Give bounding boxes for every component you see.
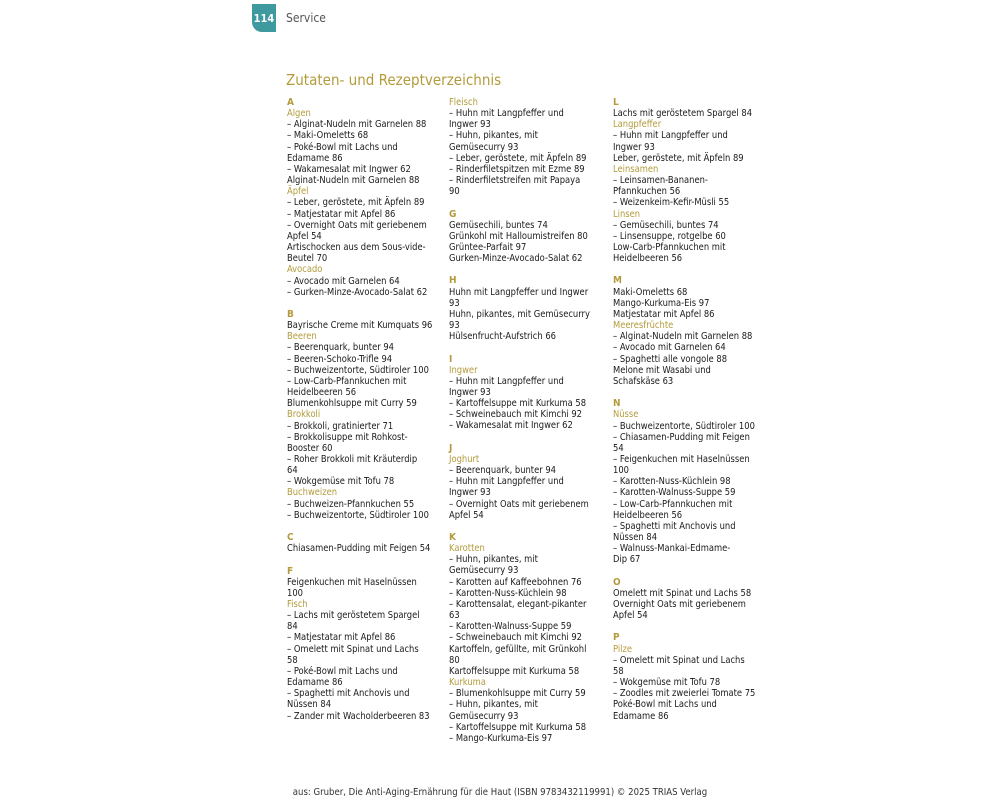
index-entry: – Spaghetti mit Anchovis und (613, 520, 736, 532)
index-entry: Huhn mit Langpfeffer und Ingwer (449, 286, 589, 298)
section-gap (613, 621, 778, 632)
index-entry: Maki-Omeletts 68 (613, 286, 688, 298)
index-entry: – Schweinebauch mit Kimchi 92 (449, 409, 582, 421)
index-letter-heading: B (287, 308, 294, 320)
section-gap (613, 387, 778, 398)
index-entry: – Huhn, pikantes, mit (449, 130, 538, 142)
copyright-footer: aus: Gruber, Die Anti-Aging-Ernährung für die Haut (ISBN 9783432119991) © 2025 TRIAS Verlag (292, 787, 708, 798)
index-entry: Grüntee-Parfait 97 (449, 242, 527, 254)
index-entry: Apfel 54 (449, 509, 484, 521)
index-entry: – Huhn mit Langpfeffer und (449, 375, 564, 387)
index-category: Algen (287, 108, 311, 120)
section-gap (287, 554, 452, 565)
index-entry: – Overnight Oats mit geriebenem (449, 498, 589, 510)
index-entry: – Gemüsechili, buntes 74 (613, 219, 719, 231)
index-entry: Grünkohl mit Halloumistreifen 80 (449, 230, 588, 242)
index-entry: – Karotten-Nuss-Küchlein 98 (613, 476, 731, 488)
index-entry: – Karotten-Nuss-Küchlein 98 (449, 587, 567, 599)
index-entry: – Chiasamen-Pudding mit Feigen (613, 431, 750, 443)
index-category: Kurkuma (449, 677, 486, 689)
index-entry: – Beerenquark, bunter 94 (449, 465, 556, 477)
index-category: Fisch (287, 598, 308, 610)
index-entry: – Blumenkohlsuppe mit Curry 59 (449, 688, 586, 700)
index-entry: Omelett mit Spinat und Lachs 58 (613, 587, 752, 599)
index-entry: Heidelbeeren 56 (613, 509, 683, 521)
index-entry: Gemüsechili, buntes 74 (449, 219, 548, 231)
index-entry: Artischocken aus dem Sous-vide- (287, 242, 426, 254)
index-letter-heading: F (287, 565, 294, 577)
index-entry: Alginat-Nudeln mit Garnelen 88 (287, 175, 420, 187)
index-column-2 (449, 97, 614, 744)
index-title: Zutaten- und Rezeptverzeichnis (286, 71, 502, 89)
index-category: Joghurt (449, 453, 480, 465)
index-entry: Nüssen 84 (287, 699, 332, 711)
index-column-3 (613, 97, 778, 722)
index-letter-heading: H (449, 275, 457, 287)
index-entry: Booster 60 (287, 442, 333, 454)
index-entry: – Wakamesalat mit Ingwer 62 (287, 163, 411, 175)
index-column-1 (287, 97, 452, 722)
index-letter-heading: O (613, 576, 621, 588)
index-letter-heading: J (449, 442, 453, 454)
index-entry: Beutel 70 (287, 253, 328, 265)
index-entry: – Roher Brokkoli mit Kräuterdip (287, 453, 418, 465)
index-entry: Mango-Kurkuma-Eis 97 (613, 297, 710, 309)
index-entry: 93 (449, 297, 460, 309)
index-category: Avocado (287, 264, 323, 276)
index-entry: Gemüsecurry 93 (449, 710, 519, 722)
index-entry: – Brokkoli, gratinierter 71 (287, 420, 394, 432)
index-entry: – Walnuss-Mankai-Edmame- (613, 543, 731, 555)
index-entry: Hülsenfrucht-Aufstrich 66 (449, 331, 556, 343)
index-entry: – Kartoffelsuppe mit Kurkuma 58 (449, 398, 587, 410)
index-category: Nüsse (613, 409, 639, 421)
index-entry: Ingwer 93 (449, 387, 491, 399)
index-entry: 64 (287, 465, 298, 477)
index-entry: Chiasamen-Pudding mit Feigen 54 (287, 543, 431, 555)
index-entry: – Zoodles mit zweierlei Tomate 75 (613, 688, 756, 700)
page-number-badge: 114 (252, 4, 276, 32)
index-entry: Apfel 54 (287, 230, 322, 242)
index-entry: – Avocado mit Garnelen 64 (613, 342, 726, 354)
index-entry: – Spaghetti mit Anchovis und (287, 688, 410, 700)
index-letter-heading: N (613, 398, 621, 410)
index-category: Langpfeffer (613, 119, 662, 131)
index-category: Linsen (613, 208, 641, 220)
section-gap (613, 264, 778, 275)
index-entry: Dip 67 (613, 554, 641, 566)
index-entry: Edamame 86 (287, 677, 343, 689)
index-entry: Ingwer 93 (449, 119, 491, 131)
index-entry: Apfel 54 (613, 610, 648, 622)
section-gap (449, 342, 614, 353)
index-entry: – Omelett mit Spinat und Lachs (613, 654, 745, 666)
index-category: Fleisch (449, 97, 478, 108)
index-entry: – Spaghetti alle vongole 88 (613, 353, 728, 365)
index-entry: Heidelbeeren 56 (613, 253, 683, 265)
index-entry: – Huhn, pikantes, mit (449, 699, 538, 711)
section-gap (287, 521, 452, 532)
index-entry: – Gurken-Minze-Avocado-Salat 62 (287, 286, 428, 298)
index-entry: – Omelett mit Spinat und Lachs (287, 643, 419, 655)
index-entry: – Feigenkuchen mit Haselnüssen (613, 453, 750, 465)
index-entry: Heidelbeeren 56 (287, 387, 357, 399)
index-entry: Leber, geröstete, mit Äpfeln 89 (613, 152, 744, 164)
index-entry: Melone mit Wasabi und (613, 364, 711, 376)
index-entry: Edamame 86 (613, 710, 669, 722)
index-entry: – Zander mit Wacholderbeeren 83 (287, 710, 430, 722)
index-entry: Nüssen 84 (613, 532, 658, 544)
index-entry: Schafskäse 63 (613, 375, 674, 387)
index-entry: – Schweinebauch mit Kimchi 92 (449, 632, 582, 644)
index-entry: Edamame 86 (287, 152, 343, 164)
index-entry: Feigenkuchen mit Haselnüssen (287, 576, 417, 588)
section-gap (449, 197, 614, 208)
index-entry: Kartoffeln, gefüllte, mit Grünkohl (449, 643, 587, 655)
index-entry: – Kartoffelsuppe mit Kurkuma 58 (449, 721, 587, 733)
index-entry: Blumenkohlsuppe mit Curry 59 (287, 398, 417, 410)
index-entry: – Buchweizentorte, Südtiroler 100 (287, 509, 429, 521)
index-entry: – Mango-Kurkuma-Eis 97 (449, 732, 553, 744)
index-entry: – Rinderfiletspitzen mit Ezme 89 (449, 163, 585, 175)
index-entry: 80 (449, 654, 460, 666)
index-entry: Gemüsecurry 93 (449, 141, 519, 153)
index-entry: – Low-Carb-Pfannkuchen mit (287, 375, 407, 387)
index-entry: Lachs mit geröstetem Spargel 84 (613, 108, 753, 120)
index-letter-heading: M (613, 275, 622, 287)
index-entry: – Buchweizen-Pfannkuchen 55 (287, 498, 415, 510)
index-entry: 100 (287, 587, 303, 599)
index-entry: Ingwer 93 (613, 141, 655, 153)
section-gap (449, 521, 614, 532)
index-category: Buchweizen (287, 487, 338, 499)
index-entry: – Alginat-Nudeln mit Garnelen 88 (287, 119, 427, 131)
index-entry: – Overnight Oats mit geriebenem (287, 219, 427, 231)
index-entry: 54 (613, 442, 624, 454)
index-entry: – Weizenkeim-Kefir-Müsli 55 (613, 197, 730, 209)
index-entry: – Linsensuppe, rotgelbe 60 (613, 230, 726, 242)
index-entry: – Alginat-Nudeln mit Garnelen 88 (613, 331, 753, 343)
index-category: Brokkoli (287, 409, 321, 421)
index-category: Meeresfrüchte (613, 320, 674, 332)
index-entry: – Maki-Omeletts 68 (287, 130, 369, 142)
index-letter-heading: P (613, 632, 620, 644)
index-entry: Overnight Oats mit geriebenem (613, 598, 746, 610)
index-entry: Huhn, pikantes, mit Gemüsecurry (449, 308, 590, 320)
index-entry: Gurken-Minze-Avocado-Salat 62 (449, 253, 583, 265)
index-entry: – Matjestatar mit Apfel 86 (287, 632, 396, 644)
index-entry: – Lachs mit geröstetem Spargel (287, 610, 420, 622)
index-entry: 84 (287, 621, 298, 633)
index-entry: – Rinderfiletstreifen mit Papaya (449, 175, 581, 187)
index-entry: 90 (449, 186, 460, 198)
index-entry: – Poké-Bowl mit Lachs und (287, 665, 398, 677)
index-category: Leinsamen (613, 163, 659, 175)
index-letter-heading: I (449, 353, 453, 365)
index-entry: – Leber, geröstete, mit Äpfeln 89 (449, 152, 587, 164)
index-entry: Low-Carb-Pfannkuchen mit (613, 242, 726, 254)
index-entry: 58 (287, 654, 298, 666)
index-letter-heading: L (613, 97, 619, 108)
index-entry: – Poké-Bowl mit Lachs und (287, 141, 398, 153)
index-entry: – Brokkolisuppe mit Rohkost- (287, 431, 408, 443)
index-entry: Matjestatar mit Apfel 86 (613, 308, 715, 320)
index-entry: – Huhn, pikantes, mit (449, 554, 538, 566)
section-gap (449, 432, 614, 443)
index-entry: 93 (449, 320, 460, 332)
index-entry: – Buchweizentorte, Südtiroler 100 (287, 364, 429, 376)
index-entry: 58 (613, 665, 624, 677)
index-entry: – Huhn mit Langpfeffer und (449, 476, 564, 488)
index-letter-heading: K (449, 532, 456, 544)
index-category: Äpfel (287, 186, 309, 198)
section-gap (449, 264, 614, 275)
index-entry: Pfannkuchen 56 (613, 186, 681, 198)
index-letter-heading: C (287, 532, 294, 544)
index-entry: – Karotten-Walnuss-Suppe 59 (613, 487, 736, 499)
index-entry: – Karottensalat, elegant-pikanter (449, 598, 587, 610)
index-entry: Bayrische Creme mit Kumquats 96 (287, 320, 433, 332)
index-entry: 100 (613, 465, 629, 477)
section-gap (287, 298, 452, 309)
index-entry: – Wokgemüse mit Tofu 78 (613, 677, 721, 689)
index-entry: – Buchweizentorte, Südtiroler 100 (613, 420, 755, 432)
index-entry: – Karotten-Walnuss-Suppe 59 (449, 621, 572, 633)
index-entry: – Karotten auf Kaffeebohnen 76 (449, 576, 582, 588)
index-entry: Ingwer 93 (449, 487, 491, 499)
index-category: Beeren (287, 331, 317, 343)
index-entry: – Low-Carb-Pfannkuchen mit (613, 498, 733, 510)
index-entry: – Beeren-Schoko-Trifle 94 (287, 353, 393, 365)
index-letter-heading: A (287, 97, 294, 108)
index-entry: 63 (449, 610, 460, 622)
index-category: Ingwer (449, 364, 478, 376)
index-entry: – Avocado mit Garnelen 64 (287, 275, 400, 287)
index-entry: – Wakamesalat mit Ingwer 62 (449, 420, 573, 432)
section-label: Service (286, 11, 326, 25)
index-category: Pilze (613, 643, 633, 655)
index-entry: – Matjestatar mit Apfel 86 (287, 208, 396, 220)
index-letter-heading: G (449, 208, 457, 220)
index-entry: Kartoffelsuppe mit Kurkuma 58 (449, 665, 580, 677)
index-entry: Gemüsecurry 93 (449, 565, 519, 577)
index-entry: – Leber, geröstete, mit Äpfeln 89 (287, 197, 425, 209)
section-gap (613, 566, 778, 577)
index-entry: – Leinsamen-Bananen- (613, 175, 708, 187)
index-entry: – Wokgemüse mit Tofu 78 (287, 476, 395, 488)
index-entry: – Huhn mit Langpfeffer und (613, 130, 728, 142)
index-entry: Poké-Bowl mit Lachs und (613, 699, 717, 711)
index-entry: – Beerenquark, bunter 94 (287, 342, 394, 354)
index-entry: – Huhn mit Langpfeffer und (449, 108, 564, 120)
index-category: Karotten (449, 543, 485, 555)
